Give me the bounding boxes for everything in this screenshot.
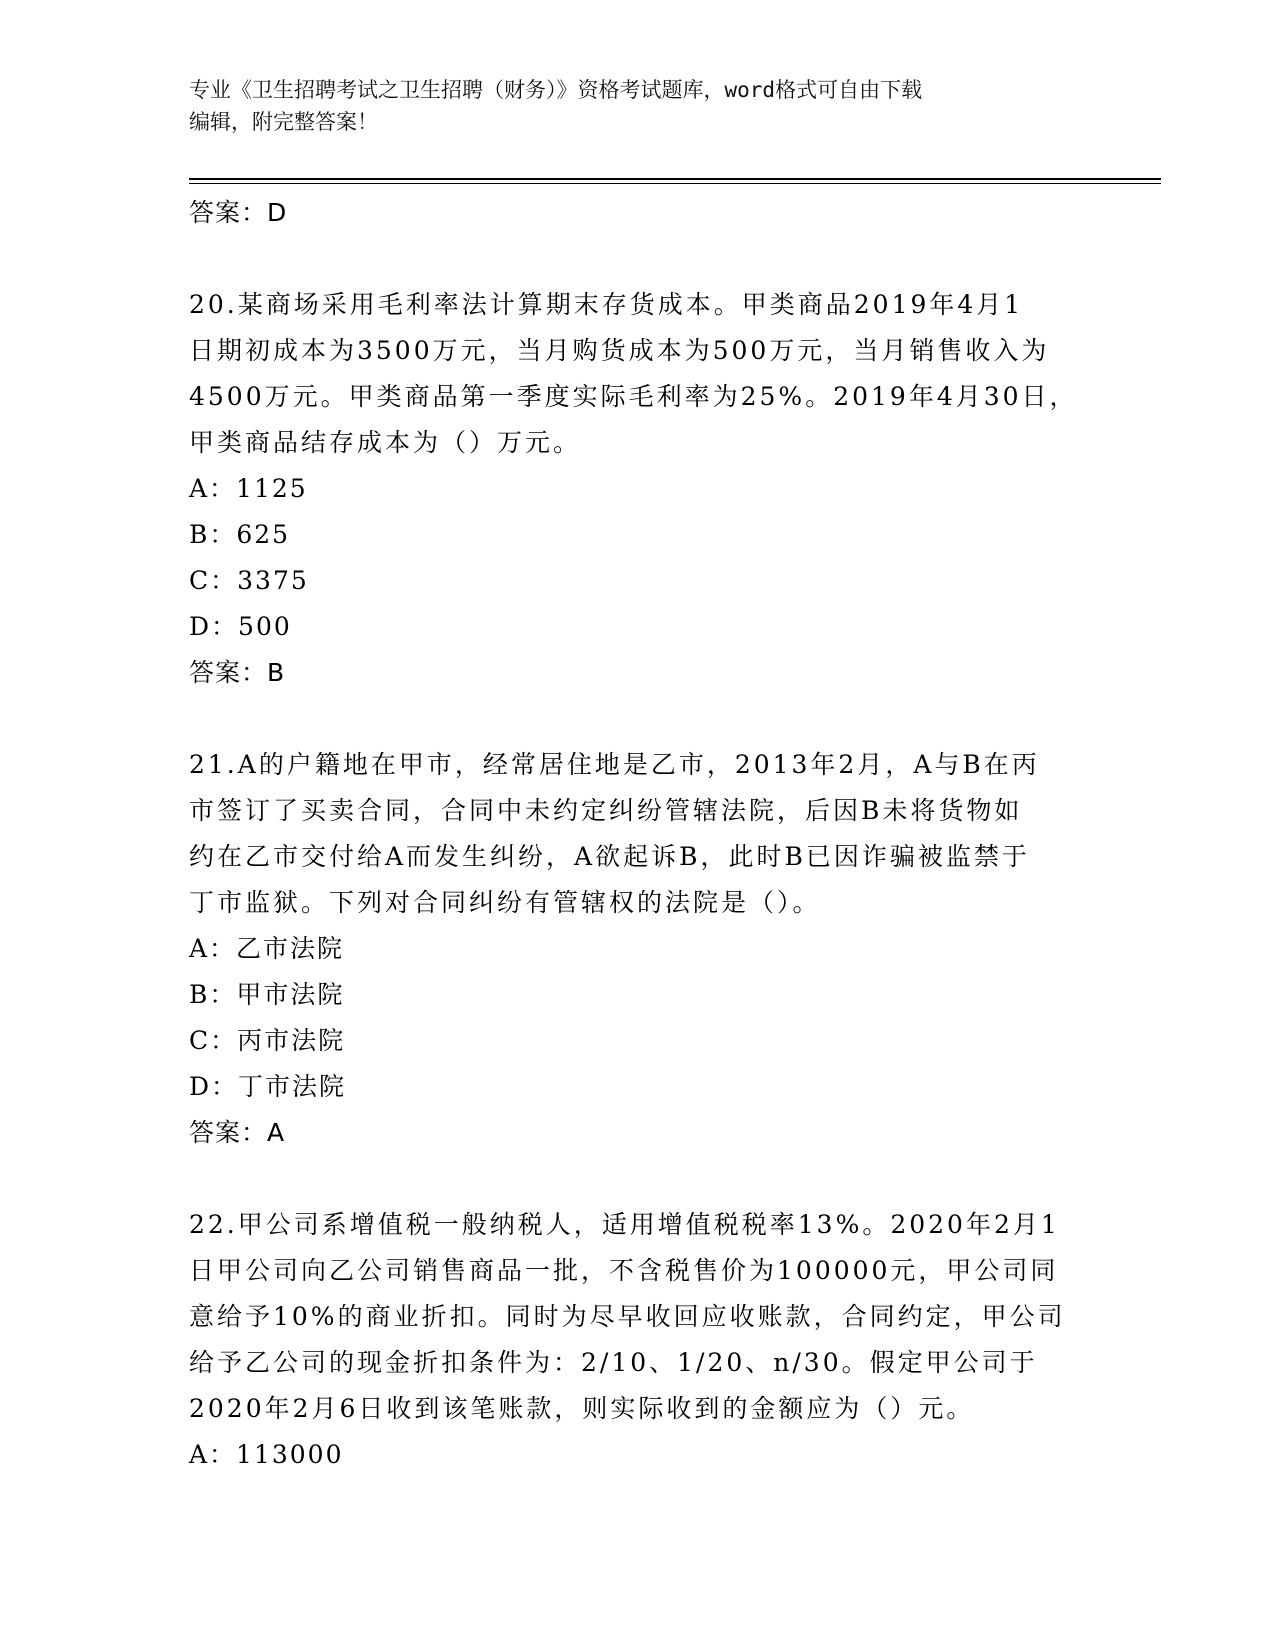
stem-line: 意给予10%的商业折扣。同时为尽早收回应收账款，合同约定，甲公司	[189, 1302, 1066, 1331]
stem-line: 2020年2月6日收到该笔账款，则实际收到的金额应为（）元。	[189, 1394, 975, 1423]
stem-line: 21.A的户籍地在甲市，经常居住地是乙市，2013年2月，A与B在丙	[189, 750, 1040, 779]
question-stem	[189, 1202, 1089, 1432]
option-b: B：甲市法院	[189, 980, 345, 1009]
option-b: B：625	[189, 520, 291, 549]
stem-line: 甲类商品结存成本为（）万元。	[189, 428, 582, 457]
option-a: A：1125	[189, 474, 308, 503]
header-divider	[189, 178, 1161, 180]
header-line-1: 专业《卫生招聘考试之卫生招聘（财务）》资格考试题库，word格式可自由下载	[189, 78, 923, 102]
stem-line: 日甲公司向乙公司销售商品一批，不含税售价为100000元，甲公司同	[189, 1256, 1059, 1285]
stem-line: 22.甲公司系增值税一般纳税人，适用增值税税率13%。2020年2月1	[189, 1210, 1060, 1239]
question-22	[189, 1202, 1089, 1478]
option-a: A：乙市法院	[189, 934, 345, 963]
option-d: D：500	[189, 612, 292, 641]
stem-line: 丁市监狱。下列对合同纠纷有管辖权的法院是（）。	[189, 888, 821, 917]
stem-line: 给予乙公司的现金折扣条件为：2/10、1/20、n/30。假定甲公司于	[189, 1348, 1038, 1377]
question-21	[189, 742, 1089, 1156]
stem-line: 4500万元。甲类商品第一季度实际毛利率为25%。2019年4月30日，	[189, 382, 1078, 411]
header-line-2: 编辑，附完整答案！	[189, 110, 378, 134]
previous-answer: 答案：D	[189, 198, 288, 227]
stem-line: 约在乙市交付给A而发生纠纷，A欲起诉B，此时B已因诈骗被监禁于	[189, 842, 1030, 871]
stem-line: 市签订了买卖合同，合同中未约定纠纷管辖法院，后因B未将货物如	[189, 796, 1023, 825]
option-c: C：3375	[189, 566, 309, 595]
answer: 答案：A	[189, 1118, 286, 1147]
question-stem	[189, 282, 1089, 466]
option-d: D：丁市法院	[189, 1072, 347, 1101]
question-20	[189, 282, 1089, 696]
question-stem	[189, 742, 1089, 926]
option-c: C：丙市法院	[189, 1026, 346, 1055]
answer: 答案：B	[189, 658, 286, 687]
page-header	[189, 74, 1089, 138]
question-list	[189, 190, 1089, 1478]
stem-line: 日期初成本为3500万元，当月购货成本为500万元，当月销售收入为	[189, 336, 1050, 365]
stem-line: 20.某商场采用毛利率法计算期末存货成本。甲类商品2019年4月1	[189, 290, 1024, 319]
option-a: A：113000	[189, 1440, 344, 1469]
header-divider-thin	[189, 183, 1161, 184]
